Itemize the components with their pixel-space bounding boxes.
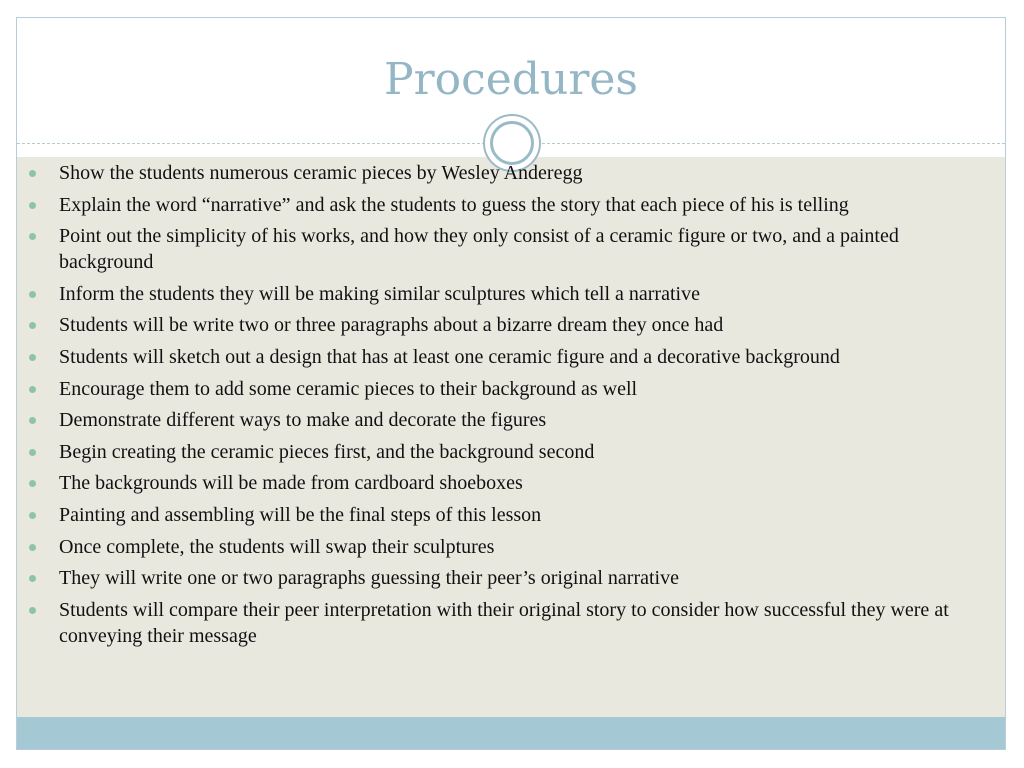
bullet-item — [29, 376, 959, 402]
bullet-item — [29, 407, 959, 433]
bullet-text: Begin creating the ceramic pieces first, and the background second — [59, 440, 595, 463]
bullet-dot-icon — [29, 449, 36, 456]
bullet-dot-icon — [29, 354, 36, 361]
bullet-item — [29, 223, 959, 275]
bullet-dot-icon — [29, 607, 36, 614]
bullet-dot-icon — [29, 480, 36, 487]
bullet-item — [29, 502, 959, 528]
bullet-dot-icon — [29, 291, 36, 298]
bullet-dot-icon — [29, 233, 36, 240]
footer-band — [17, 717, 1005, 750]
bullet-text: Point out the simplicity of his works, and how they only consist of a ceramic figure or two, and a painted background — [59, 225, 899, 274]
bullet-dot-icon — [29, 417, 36, 424]
bullet-item — [29, 344, 959, 370]
bullet-text: Show the students numerous ceramic pieces by Wesley Anderegg — [59, 162, 583, 184]
bullet-dot-icon — [29, 575, 36, 582]
bullet-text: Encourage them to add some ceramic pieces to their background as well — [59, 377, 638, 400]
bullet-text: Students will sketch out a design that has at least one ceramic figure and a decorative background — [59, 345, 840, 368]
bullet-text: They will write one or two paragraphs guessing their peer’s original narrative — [59, 567, 679, 590]
bullet-item — [29, 470, 959, 496]
slide-title: Procedures — [384, 54, 638, 105]
bullet-text: The backgrounds will be made from cardboard shoeboxes — [59, 472, 523, 495]
bullet-item — [29, 597, 959, 649]
bullet-dot-icon — [29, 170, 36, 177]
bullet-text: Explain the word “narrative” and ask the students to guess the story that each piece of his is telling — [59, 193, 849, 216]
bullet-dot-icon — [29, 512, 36, 519]
bullet-text: Inform the students they will be making similar sculptures which tell a narrative — [59, 282, 700, 305]
bullet-text: Painting and assembling will be the final steps of this lesson — [59, 503, 542, 526]
bullet-item — [29, 192, 959, 218]
bullet-text: Students will be write two or three paragraphs about a bizarre dream they once had — [59, 314, 724, 337]
bullet-dot-icon — [29, 386, 36, 393]
bullet-dot-icon — [29, 202, 36, 209]
bullet-dot-icon — [29, 544, 36, 551]
bullet-item — [29, 439, 959, 465]
bullet-item — [29, 160, 959, 186]
bullet-text: Students will compare their peer interpretation with their original story to consider how successful they were at conveying their message — [59, 598, 949, 647]
bullet-item — [29, 281, 959, 307]
bullet-text: Once complete, the students will swap their sculptures — [59, 535, 495, 558]
bullet-dot-icon — [29, 322, 36, 329]
bullet-item — [29, 312, 959, 338]
bullet-item — [29, 565, 959, 591]
bullet-text: Demonstrate different ways to make and decorate the figures — [59, 409, 547, 432]
bullet-list — [29, 160, 959, 654]
bullet-item — [29, 534, 959, 560]
